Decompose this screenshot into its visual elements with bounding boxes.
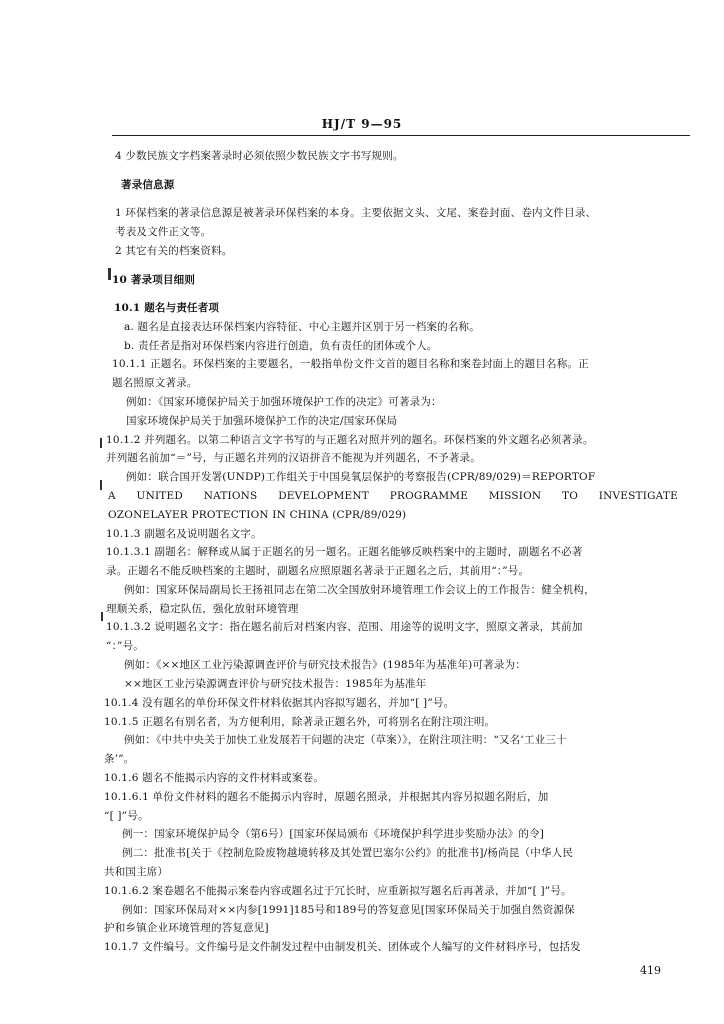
subsection-heading: 10.1 题名与责任者项 [114,302,220,314]
text-line: b. 责任者是指对环保档案内容进行创造，负有责任的团体或个人。 [124,340,438,352]
text-line: 10.1.3.1 副题名：解释或从属于正题名的另一题名。正题名能够反映档案中的主题时，副题名不必著 [106,546,583,558]
text-line: 例如：《国家环境保护局关于加强环境保护工作的决定》可著录为： [126,396,442,408]
text-line: 4 少数民族文字档案著录时必须依照少数民族文字书写规则。 [115,150,404,162]
word: INVESTIGATE [598,490,678,502]
text-line: a. 题名是直接表达环保档案内容特征、中心主题并区别于另一档案的名称。 [124,321,480,333]
text-line: 条’”。 [104,753,135,765]
section-heading: 著录信息源 [121,179,175,191]
text-line: 例如：联合国开发署(UNDP)工作组关于中国臭氧层保护的考察报告(CPR/89/029)＝REPORTOF [126,471,596,483]
text-line: ××地区工业污染源调查评价与研究技术报告：1985年为基准年 [124,678,427,690]
text-line: 例如：国家环保局对××内参[1991]185号和189号的答复意见[国家环保局关于加强自然资源保 [122,904,575,916]
word: MISSION [488,490,542,502]
text-line: 例如：《××地区工业污染源调查评价与研究技术报告》(1985年为基准年)可著录为： [124,659,526,671]
running-header: HJ/T 9—95 [321,117,403,131]
text-line: 10.1.7 文件编号。文件编号是文件制发过程中由制发机关、团体或个人编写的文件材料序号，包括发 [104,941,581,953]
header-rule [112,135,690,136]
text-line: 例一：国家环境保护局令（第6号）[国家环保局颁布《环境保护科学进步奖励办法》的令] [122,828,545,840]
scan-mark [100,438,102,448]
text-line: 并列题名前加“＝”号，与正题名并列的汉语拼音不能视为并列题名，不予著录。 [106,452,481,464]
word: A [108,490,116,502]
text-line: 10.1.3 副题名及说明题名文字。 [106,528,262,540]
text-line: 10.1.6.1 单份文件材料的题名不能揭示内容时，原题名照录，并根据其内容另拟题名附后，加 [104,791,549,803]
text-line: “：”号。 [106,640,144,652]
text-line: 10.1.5 正题名有别名者，为方便利用，除著录正题名外，可将别名在附注项注明。 [104,716,496,728]
justified-english-line [108,490,678,503]
scan-mark [100,480,102,490]
text-line: 10.1.1 正题名。环保档案的主要题名，一般指单份文件文首的题目名称和案卷封面上的题目名称。正 [112,358,589,370]
text-line: 国家环境保护局关于加强环境保护工作的决定/国家环保局 [126,415,398,427]
text-line: 理顺关系，稳定队伍，强化放射环境管理 [106,603,299,615]
text-line: 2 其它有关的档案资料。 [115,245,233,257]
word: DEVELOPMENT [278,490,369,502]
text-line: 录。正题名不能反映档案的主题时，副题名应照原题名著录于正题名之后，其前用“：”号。 [106,565,530,577]
text-line: “[ ]”号。 [104,810,149,822]
text-line: 例二：批准书[关于《控制危险废物越境转移及其处置巴塞尔公约》的批准书]/杨尚昆（中华人民 [122,847,574,859]
text-line: 10.1.6.2 案卷题名不能揭示案卷内容或题名过于冗长时，应重新拟写题名后再著录，并加“[ ]”号。 [104,885,572,897]
word: NATIONS [203,490,258,502]
scan-mark [101,612,103,621]
text-line: 10.1.6 题名不能揭示内容的文件材料或案卷。 [104,772,325,784]
text-line: 题名照原文著录。 [112,377,198,389]
text-line: 例如：国家环保局副局长王扬祖同志在第二次全国放射环境管理工作会议上的工作报告：健全机构， [124,584,595,596]
word: TO [562,490,579,502]
text-line: 1 环保档案的著录信息源是被著录环保档案的本身。主要依据文头、文尾、案卷封面、卷内文件目录、 [115,207,597,219]
text-line: 10.1.3.2 说明题名文字：指在题名前后对档案内容、范围、用途等的说明文字，照原文著录，其前加 [106,621,583,633]
text-line: 10.1.2 并列题名。以第二种语言文字书写的与正题名对照并列的题名。环保档案的外文题名必须著录。 [106,434,594,446]
word: UNITED [136,490,183,502]
text-line: 考表及文件正文等。 [115,226,212,238]
text-line: 例如：《中共中央关于加快工业发展若干问题的决定（草案）》，在附注项注明：“又名‘工业三十 [124,734,567,746]
scan-mark [108,268,111,280]
text-line: 10.1.4 没有题名的单份环保文件材料依据其内容拟写题名，并加“[ ]”号。 [104,697,455,709]
text-line: 护和乡镇企业环境管理的答复意见] [104,922,269,934]
word: PROGRAMME [389,490,469,502]
section-heading: 10 著录项目细则 [112,274,196,286]
page-number: 419 [640,964,661,977]
text-line: OZONELAYER PROTECTION IN CHINA (CPR/89/029) [108,509,407,521]
text-line: 共和国主席） [104,866,169,878]
